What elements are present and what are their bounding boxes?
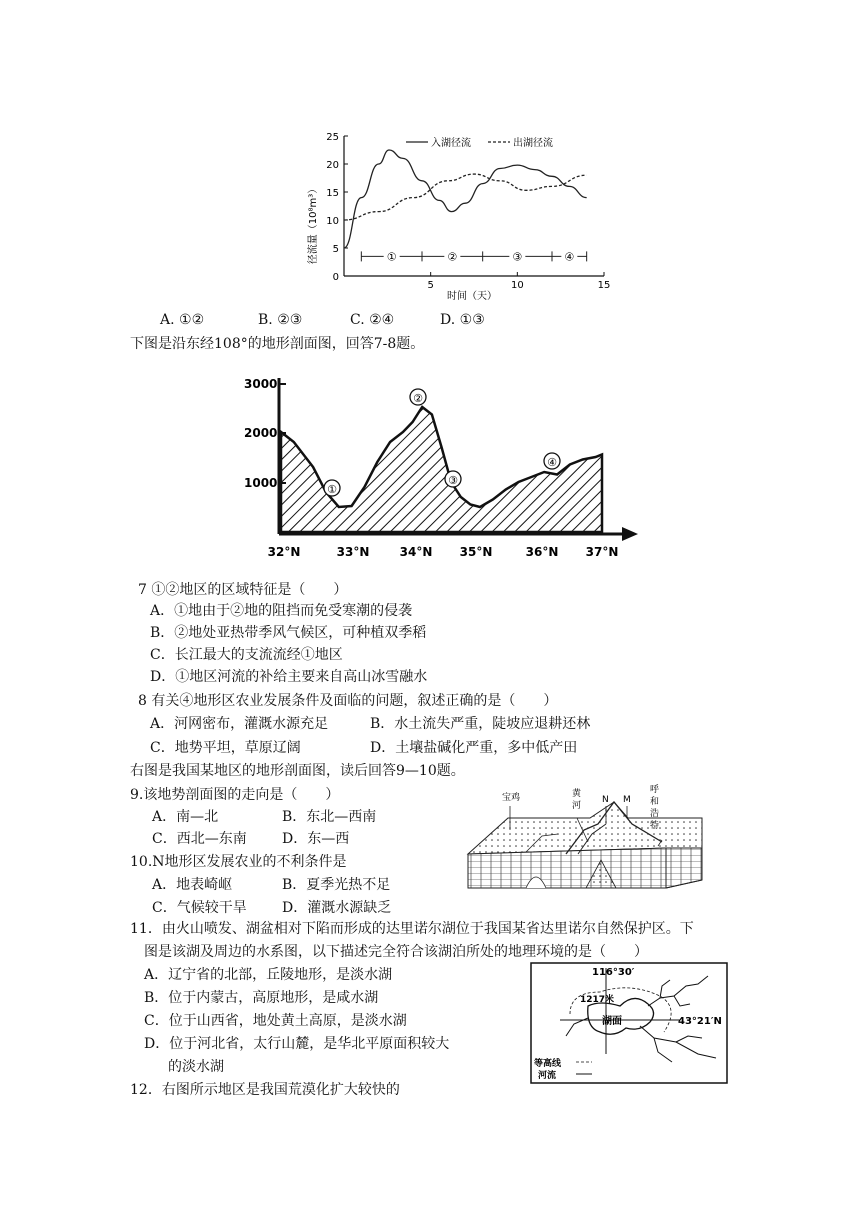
q10-option-d: D．灌溉水源缺乏 <box>282 900 392 916</box>
series-inflow-line <box>344 150 587 248</box>
q8-option-b: B．水土流失严重，陡坡应退耕还林 <box>370 716 591 732</box>
svg-text:黄: 黄 <box>572 789 582 799</box>
y-tick-label: 5 <box>332 244 339 255</box>
x-tick-37n: 37°N <box>585 545 619 559</box>
q9-stem: 9.该地势剖面图的走向是（ ） <box>130 787 340 803</box>
q11-option-d: D．位于河北省，太行山麓，是华北平原面积较大 <box>144 1036 450 1052</box>
legend-outflow: 出湖径流 <box>513 138 553 149</box>
q11-option-a: A．辽宁省的北部，丘陵地形，是淡水湖 <box>144 967 393 983</box>
x-axis-arrow <box>622 527 638 541</box>
svg-text:①: ① <box>327 483 337 496</box>
q9-option-d: D．东—西 <box>282 831 350 847</box>
x-tick-33n: 33°N <box>336 545 370 559</box>
q7-option-a: A．①地由于②地的阻挡而免受寒潮的侵袭 <box>150 603 413 619</box>
segment-label: ④ <box>564 250 575 264</box>
x-tick-36n: 36°N <box>525 545 559 559</box>
svg-text:呼: 呼 <box>650 785 660 795</box>
svg-text:河: 河 <box>572 801 582 811</box>
q11-stem-line1: 11．由火山喷发、湖盆相对下陷而形成的达里诺尔湖位于我国某省达里诺尔自然保护区。下 <box>130 921 694 937</box>
q6-options <box>160 310 620 330</box>
terrain-profile-chart <box>244 372 644 568</box>
q7-option-b: B．②地处亚热带季风气候区，可种植双季稻 <box>150 625 427 641</box>
lake-label: 湖面 <box>602 1016 622 1027</box>
label-m: M <box>623 795 631 805</box>
elevation-label: 1217米 <box>580 995 615 1005</box>
longitude-label: 116°30′ <box>592 967 635 978</box>
latitude-label: 43°21′N <box>678 1016 722 1027</box>
q6-option-d: D. ①③ <box>440 312 485 328</box>
q11-stem-line2: 图是该湖及周边的水系图，以下描述完全符合该湖泊所处的地理环境的是（ ） <box>144 944 648 960</box>
y-tick-label: 20 <box>326 160 339 171</box>
y-tick-2000: 2000 <box>244 426 278 440</box>
marker-1 <box>324 480 340 496</box>
legend-contour: 等高线 <box>534 1059 562 1069</box>
segment-label: ① <box>386 250 397 264</box>
runoff-chart <box>300 126 620 306</box>
q10-option-a: A．地表崎岖 <box>152 877 233 893</box>
y-tick-label: 15 <box>326 188 339 199</box>
q7-stem: 7 ①②地区的区域特征是（ ） <box>138 582 348 598</box>
legend-river: 河流 <box>538 1071 557 1081</box>
x-tick-35n: 35°N <box>459 545 493 559</box>
q10-option-b: B．夏季光热不足 <box>282 877 391 893</box>
x-axis-label: 时间（天） <box>447 291 497 302</box>
intro-9-10: 右图是我国某地区的地形剖面图，读后回答9—10题。 <box>130 763 465 779</box>
svg-text:②: ② <box>413 392 423 405</box>
x-tick-label: 15 <box>597 280 611 291</box>
q8-stem: 8 有关④地形区农业发展条件及面临的问题，叙述正确的是（ ） <box>138 693 558 709</box>
q9-option-c: C．西北—东南 <box>152 831 247 847</box>
q10-option-c: C．气候较干旱 <box>152 900 247 916</box>
q6-option-b: B. ②③ <box>258 312 303 328</box>
q11-option-b: B．位于内蒙古，高原地形，是咸水湖 <box>144 990 379 1006</box>
label-baoji: 宝鸡 <box>502 793 521 803</box>
q6-option-c: C. ②④ <box>350 312 395 328</box>
q11-option-d-cont: 的淡水湖 <box>168 1059 224 1075</box>
legend-inflow: 入湖径流 <box>431 138 471 149</box>
svg-text:③: ③ <box>448 474 458 487</box>
q8-option-a: A．河网密布，灌溉水源充足 <box>150 716 329 732</box>
svg-text:和: 和 <box>650 797 660 807</box>
y-tick-1000: 1000 <box>244 476 278 490</box>
q12-stem: 12．右图所示地区是我国荒漠化扩大较快的 <box>130 1082 400 1098</box>
label-huanghe <box>572 787 582 811</box>
q8-option-c: C．地势平坦，草原辽阔 <box>150 740 301 756</box>
terrain-block-diagram <box>466 784 706 890</box>
series-outflow-line <box>344 174 587 220</box>
lake-water-system-map <box>530 962 728 1084</box>
q9-option-b: B．东北—西南 <box>282 809 377 825</box>
q7-option-c: C．长江最大的支流流经①地区 <box>150 647 343 663</box>
segment-label: ③ <box>512 250 523 264</box>
terrain-profile-area <box>281 407 602 532</box>
label-n: N <box>602 795 609 805</box>
y-tick-label: 25 <box>326 132 339 143</box>
x-tick-label: 5 <box>427 280 434 291</box>
q8-option-d: D．土壤盐碱化严重，多中低产田 <box>370 740 578 756</box>
marker-2 <box>410 389 426 405</box>
q9-option-a: A．南—北 <box>152 809 219 825</box>
svg-text:浩: 浩 <box>650 809 660 819</box>
segment-label: ② <box>447 250 458 264</box>
marker-4 <box>544 453 560 469</box>
x-tick-34n: 34°N <box>399 545 433 559</box>
svg-text:④: ④ <box>547 456 557 469</box>
y-tick-label: 10 <box>326 216 339 227</box>
q6-option-a: A. ①② <box>160 312 205 328</box>
q10-stem: 10.N地形区发展农业的不利条件是 <box>130 854 347 870</box>
svg-text:特: 特 <box>650 821 660 831</box>
x-tick-label: 10 <box>510 280 524 291</box>
q11-option-c: C．位于山西省，地处黄土高原，是淡水湖 <box>144 1013 407 1029</box>
marker-3 <box>445 471 461 487</box>
y-axis-label: 径流量（10⁸m³） <box>308 183 319 265</box>
q7-option-d: D．①地区河流的补给主要来自高山冰雪融水 <box>150 669 428 685</box>
x-tick-32n: 32°N <box>267 545 301 559</box>
y-tick-3000: 3000 <box>244 377 278 391</box>
label-huhehaote <box>650 784 659 831</box>
y-tick-label: 0 <box>332 272 339 283</box>
intro-7-8: 下图是沿东经108°的地形剖面图，回答7-8题。 <box>130 336 425 352</box>
